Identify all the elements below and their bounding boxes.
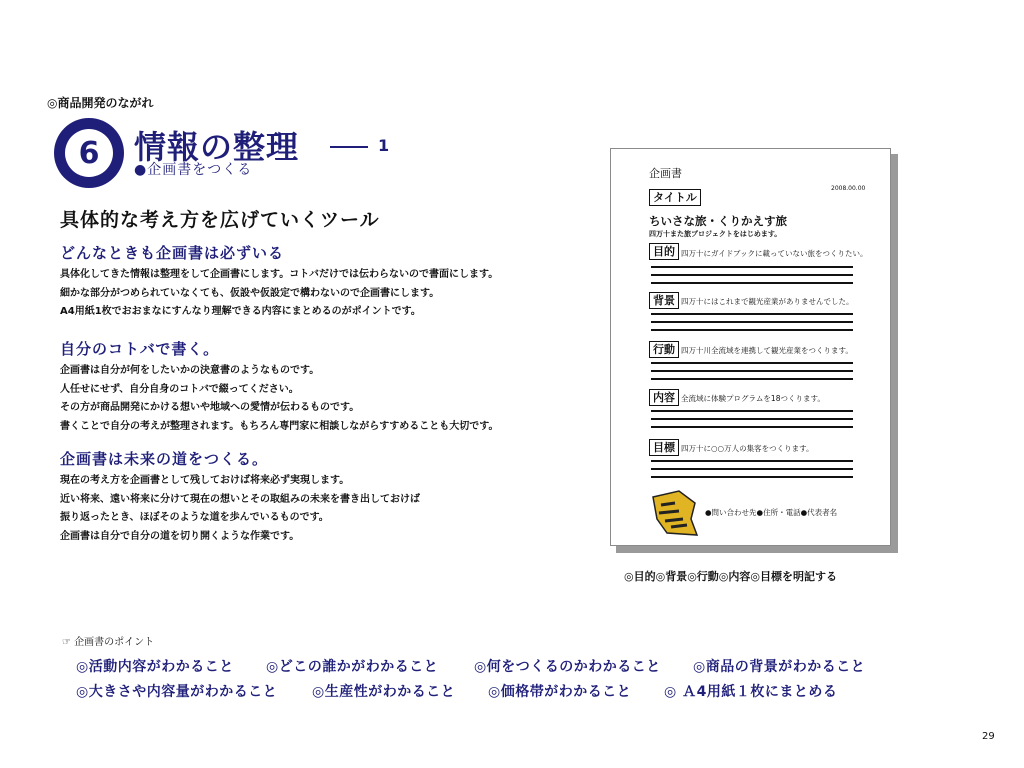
section-line: 具体化してきた情報は整理をして企画書にします。コトバだけでは伝わらないので書面にします。 — [60, 269, 499, 280]
writing-line — [651, 321, 853, 323]
document-title-label: タイトル — [649, 189, 701, 206]
section-line: 近い将来、遠い将来に分けて現在の想いとその取組みの未来を書き出しておけば — [60, 493, 420, 505]
writing-line — [651, 378, 853, 380]
section-body — [60, 362, 499, 436]
point-item: ◎ Ａ4用紙１枚にまとめる — [664, 684, 838, 700]
points-heading: ☞ 企画書のポイント — [62, 637, 155, 648]
point-item: ◎価格帯がわかること — [488, 684, 632, 700]
writing-line — [651, 274, 853, 276]
field-text: 四万十に○○万人の集客をつくります。 — [681, 444, 814, 453]
breadcrumb: ◎商品開発のながれ — [47, 96, 154, 110]
writing-line — [651, 266, 853, 268]
writing-line — [651, 418, 853, 420]
writing-line — [651, 426, 853, 428]
document-title: ちいさな旅・くりかえす旅 — [649, 214, 787, 228]
project-logo-icon — [649, 489, 699, 539]
field-text: 全流域に体験プログラムを18つくります。 — [681, 394, 825, 403]
section-line: A4用紙1枚でおおまなにすんなり理解できる内容にまとめるのがポイントです。 — [60, 306, 421, 317]
section-line: 人任せにせず、自分自身のコトバで綴ってください。 — [60, 383, 299, 395]
writing-line — [651, 370, 853, 372]
writing-line — [651, 329, 853, 331]
field-label: 内容 — [649, 389, 679, 406]
section-body — [60, 472, 420, 546]
document-caption: ◎目的◎背景◎行動◎内容◎目標を明記する — [624, 570, 837, 583]
writing-line — [651, 468, 853, 470]
page-subtitle: ●企画書をつくる — [134, 162, 253, 178]
field-label: 背景 — [649, 292, 679, 309]
document-footer: ●問い合わせ先●住所・電話●代表者名 — [705, 508, 838, 517]
document-heading: 企画書 — [649, 167, 682, 180]
writing-line — [651, 410, 853, 412]
chapter-number-badge — [54, 118, 124, 188]
field-label: 目的 — [649, 243, 679, 260]
section-heading: 自分のコトバで書く。 — [60, 340, 220, 358]
main-heading: 具体的な考え方を広げていくツール — [60, 209, 380, 231]
field-label: 目標 — [649, 439, 679, 456]
point-item: ◎生産性がわかること — [312, 684, 456, 700]
section-heading: どんなときも企画書は必ずいる — [60, 244, 285, 262]
writing-line — [651, 282, 853, 284]
section-line: 振り返ったとき、ほぼそのような道を歩んでいるものです。 — [60, 512, 329, 523]
writing-line — [651, 362, 853, 364]
section-line: 細かな部分がつめられていなくても、仮設や仮設定で構わないので企画書にします。 — [60, 287, 440, 299]
section-line: 企画書は自分が何をしたいかの決意書のようなものです。 — [60, 365, 320, 376]
writing-line — [651, 476, 853, 478]
writing-line — [651, 460, 853, 462]
chapter-number: 6 — [65, 129, 113, 177]
field-label: 行動 — [649, 341, 679, 358]
writing-line — [651, 313, 853, 315]
page-number: 29 — [982, 731, 995, 742]
point-item: ◎どこの誰かがわかること — [266, 659, 439, 675]
document-date: 2008.00.00 — [831, 185, 866, 192]
point-item: ◎何をつくるのかわかること — [474, 659, 661, 675]
point-item: ◎商品の背景がわかること — [693, 659, 866, 675]
title-divider — [330, 146, 368, 148]
point-item: ◎大きさや内容量がわかること — [76, 684, 278, 700]
field-text: 四万十にガイドブックに載っていない旅をつくりたい。 — [681, 249, 868, 258]
title-part-number: 1 — [378, 136, 390, 155]
section-body — [60, 266, 498, 322]
document-subtitle: 四万十また旅プロジェクトをはじめます。 — [649, 230, 782, 238]
point-item: ◎活動内容がわかること — [76, 659, 234, 675]
plan-document-sample — [610, 148, 891, 546]
section-line: 書くことで自分の考えが整理されます。もちろん専門家に相談しながらすすめることも大切です。 — [60, 420, 499, 432]
field-text: 四万十川全流域を連携して観光産業をつくります。 — [681, 346, 853, 355]
page-title: 情報の整理 — [134, 128, 300, 166]
section-line: その方が商品開発にかける想いや地域への愛情が伝わるものです。 — [60, 402, 360, 413]
section-heading: 企画書は未来の道をつくる。 — [60, 450, 269, 468]
section-line: 現在の考え方を企画書として残しておけば将来必ず実現します。 — [60, 475, 350, 486]
section-line: 企画書は自分で自分の道を切り開くような作業です。 — [60, 530, 300, 542]
field-text: 四万十にはこれまで観光産業がありませんでした。 — [681, 297, 854, 306]
